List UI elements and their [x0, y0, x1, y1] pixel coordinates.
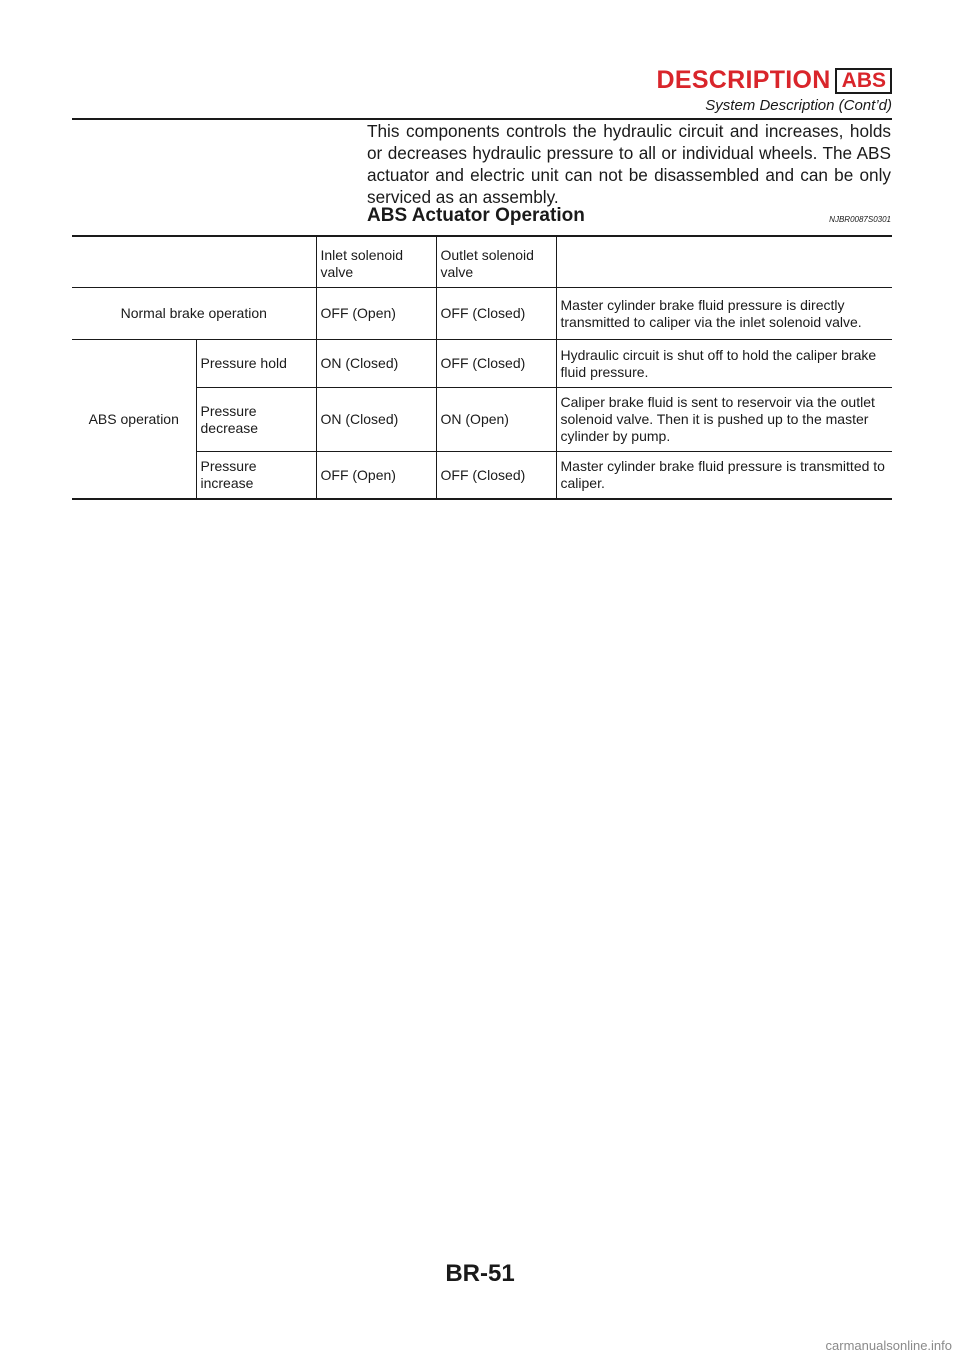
header-outlet: Outlet solenoid valve	[436, 236, 556, 288]
header-subtitle: System Description (Cont’d)	[705, 97, 892, 114]
header-title: DESCRIPTION	[656, 66, 831, 94]
abs-operation-label: ABS operation	[72, 340, 196, 500]
section-reference-code: NJBR0087S0301	[829, 215, 891, 224]
mode-inlet: ON (Closed)	[316, 388, 436, 452]
table-row-normal	[72, 288, 892, 340]
normal-operation-label: Normal brake operation	[120, 305, 267, 321]
normal-description: Master cylinder brake fluid pressure is directly transmitted to caliper via the inlet solenoid valve.	[556, 288, 892, 340]
header-empty-cell	[556, 236, 892, 288]
table-row-pressure-hold	[72, 340, 892, 388]
mode-inlet: OFF (Open)	[316, 452, 436, 500]
watermark: carmanualsonline.info	[825, 1338, 952, 1353]
mode-label: Pressure hold	[196, 340, 316, 388]
normal-outlet: OFF (Closed)	[436, 288, 556, 340]
mode-outlet: ON (Open)	[436, 388, 556, 452]
mode-label: Pressure increase	[196, 452, 316, 500]
table-header-row	[72, 236, 892, 288]
mode-inlet: ON (Closed)	[316, 340, 436, 388]
mode-outlet: OFF (Closed)	[436, 340, 556, 388]
section-title: ABS Actuator Operation	[367, 205, 585, 226]
header-empty-cell	[72, 236, 196, 288]
mode-outlet: OFF (Closed)	[436, 452, 556, 500]
mode-description: Hydraulic circuit is shut off to hold the caliper brake fluid pressure.	[556, 340, 892, 388]
normal-inlet: OFF (Open)	[316, 288, 436, 340]
section-heading	[367, 205, 891, 227]
section-badge: ABS	[835, 68, 892, 94]
actuator-operation-table	[72, 235, 892, 500]
mode-label: Pressure decrease	[196, 388, 316, 452]
header-empty-cell	[196, 236, 316, 288]
page-header	[657, 66, 893, 115]
mode-description: Master cylinder brake fluid pressure is transmitted to caliper.	[556, 452, 892, 500]
intro-paragraph: This components controls the hydraulic circuit and increases, holds or decreases hydraulic pressure to all or individual wheels. The ABS actuator and electric unit can not be disassembled and can be only serviced as an assembly.	[367, 121, 891, 207]
header-inlet: Inlet solenoid valve	[316, 236, 436, 288]
header-row	[657, 66, 893, 94]
mode-description: Caliper brake fluid is sent to reservoir via the outlet solenoid valve. Then it is pushed up to the master cylinder by pump.	[556, 388, 892, 452]
page-number: BR-51	[445, 1260, 515, 1287]
